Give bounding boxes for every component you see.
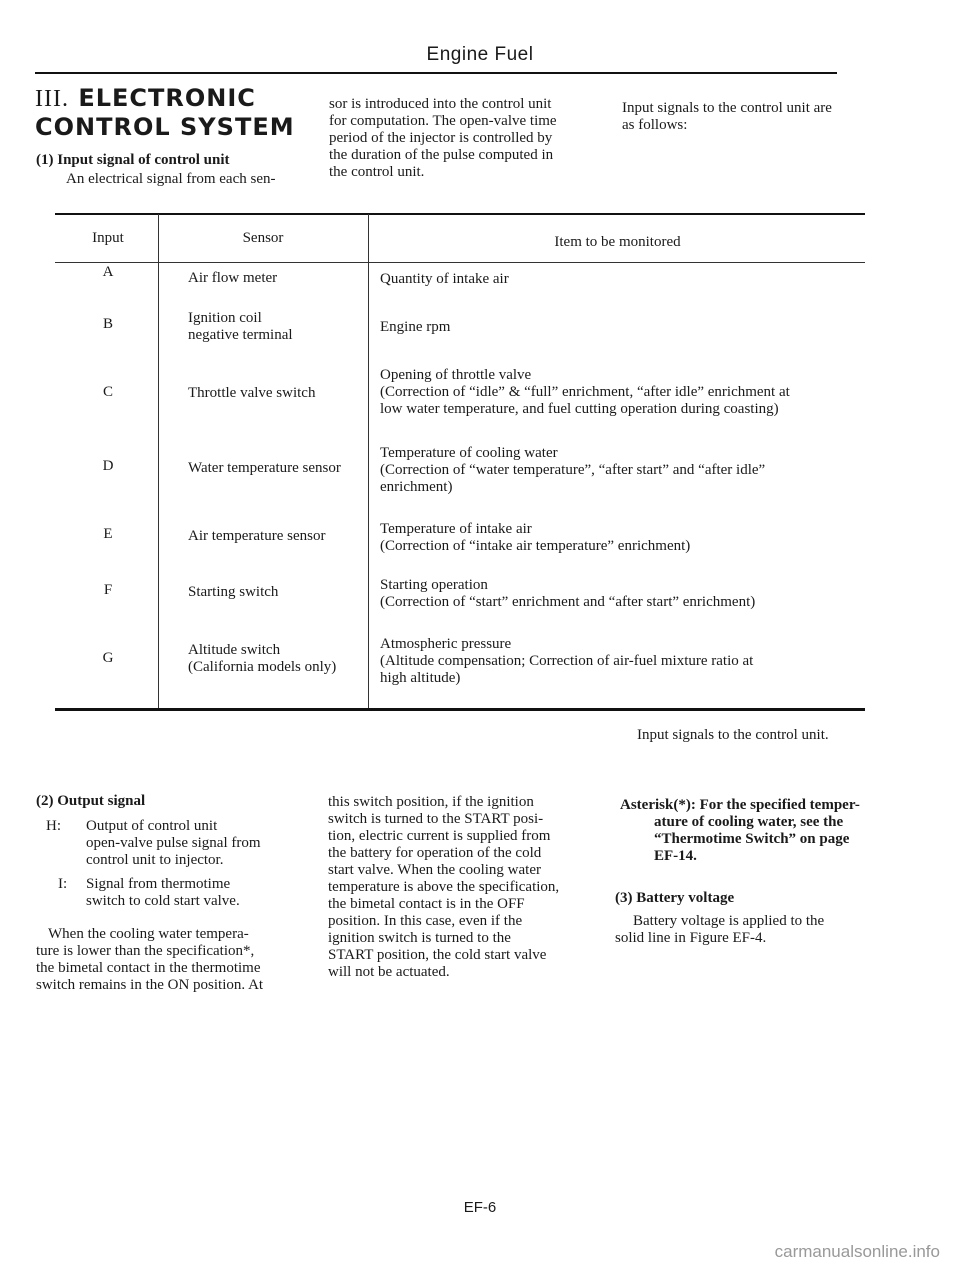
output-item-i [46,876,306,910]
table-cell-item [380,319,860,336]
text-line: Ignition coil [188,310,262,326]
text-line: negative terminal [188,327,293,343]
text-line: low water temperature, and fuel cutting operation during coasting) [380,401,779,417]
table-column-divider [368,214,369,708]
output-paragraph [36,926,306,994]
page-number: EF-6 [463,1199,497,1216]
col2-intro-text [329,96,599,181]
table-header-sensor: Sensor [242,230,284,246]
text-line: (Correction of “intake air temperature” enrichment) [380,538,691,554]
table-cell-item [380,367,860,418]
text-line: Engine rpm [380,319,451,335]
text-line: (Correction of “start” enrichment and “after start” enrichment) [380,594,756,610]
table-cell-input: A [102,264,114,280]
text-line: for computation. The open-valve time [329,113,557,129]
watermark-logo: carmanualsonline.info [774,1242,940,1261]
text-line: the control unit. [329,164,425,180]
text-line: this switch position, if the ignition [328,794,534,810]
table-cell-input: G [102,650,114,666]
subsection-heading: (1) Input signal of control unit [36,152,230,168]
table-cell-input: F [103,582,113,598]
text-line: high altitude) [380,670,461,686]
asterisk-note [620,797,880,865]
text-line: Air temperature sensor [188,528,326,544]
table-cell-sensor [188,385,366,402]
text-line: Asterisk(*): For the specified temper- [620,797,860,813]
item-label: I: [58,876,68,892]
text-line: START position, the cold start valve [328,947,547,963]
text-line: Quantity of intake air [380,271,509,287]
table-column-divider [158,214,159,708]
battery-paragraph [615,913,885,947]
text-line: start valve. When the cooling water [328,862,541,878]
table-cell-item [380,445,860,496]
table-bottom-rule [55,708,865,711]
col1-tail-text: An electrical signal from each sen- [66,171,276,187]
section-numeral: III. [35,86,69,112]
text-line: switch to cold start valve. [86,893,240,909]
text-line: open-valve pulse signal from [86,835,261,851]
output-signal-heading: (2) Output signal [36,793,146,809]
text-line: Water temperature sensor [188,460,341,476]
table-cell-item [380,636,860,687]
text-line: ture is lower than the specification*, [36,943,255,959]
text-line: Altitude switch [188,642,281,658]
text-line: switch remains in the ON position. At [36,977,264,993]
item-label: H: [46,818,61,834]
text-line: Starting operation [380,577,488,593]
table-caption: Input signals to the control unit. [637,727,829,743]
text-line: Input signals to the control unit are [622,100,832,116]
text-line: period of the injector is controlled by [329,130,553,146]
col3-intro-text [622,100,892,134]
table-cell-input: D [102,458,114,474]
table-cell-input: B [102,316,113,332]
text-line: (Correction of “water temperature”, “after start” and “after idle” [380,462,766,478]
text-line: When the cooling water tempera- [48,926,249,942]
table-cell-sensor [188,528,366,545]
text-line: the battery for operation of the cold [328,845,542,861]
table-cell-item [380,271,860,288]
table-cell-input: E [103,526,113,542]
table-cell-sensor [188,642,366,676]
text-line: position. In this case, even if the [328,913,523,929]
text-line: ignition switch is turned to the [328,930,511,946]
table-cell-sensor [188,310,366,344]
text-line: sor is introduced into the control unit [329,96,552,112]
table-cell-item [380,521,860,555]
table-cell-sensor [188,460,366,477]
text-line: the duration of the pulse computed in [329,147,554,163]
text-line: “Thermotime Switch” on page [654,831,850,847]
text-line: Throttle valve switch [188,385,316,401]
text-line: the bimetal contact is in the OFF [328,896,525,912]
page-header: Engine Fuel [426,44,534,65]
col2-bottom-paragraph [328,794,588,981]
text-line: Signal from thermotime [86,876,231,892]
text-line: solid line in Figure EF-4. [615,930,767,946]
table-header-rule [55,262,865,263]
table-cell-sensor [188,584,366,601]
section-title-line1: ELECTRONIC [78,84,256,112]
text-line: enrichment) [380,479,453,495]
text-line: Output of control unit [86,818,218,834]
text-line: ature of cooling water, see the [654,814,844,830]
header-rule [35,72,837,74]
text-line: (Altitude compensation; Correction of air-fuel mixture ratio at [380,653,754,669]
text-line: Temperature of intake air [380,521,532,537]
table-header-item: Item to be monitored [554,234,681,250]
table-top-rule [55,213,865,215]
text-line: (California models only) [188,659,337,675]
battery-heading: (3) Battery voltage [615,890,735,906]
table-cell-sensor [188,270,366,287]
text-line: Starting switch [188,584,279,600]
text-line: control unit to injector. [86,852,224,868]
section-title-line2: CONTROL SYSTEM [35,113,295,141]
text-line: Battery voltage is applied to the [633,913,825,929]
text-line: Opening of throttle valve [380,367,532,383]
text-line: Temperature of cooling water [380,445,558,461]
table-cell-item [380,577,860,611]
text-line: Air flow meter [188,270,278,286]
text-line: temperature is above the specification, [328,879,560,895]
text-line: (Correction of “idle” & “full” enrichment, “after idle” enrichment at [380,384,790,400]
text-line: as follows: [622,117,688,133]
text-line: the bimetal contact in the thermotime [36,960,261,976]
text-line: tion, electric current is supplied from [328,828,551,844]
output-item-h [46,818,306,869]
text-line: switch is turned to the START posi- [328,811,544,827]
section-title [35,84,295,141]
text-line: will not be actuated. [328,964,450,980]
table-cell-input: C [102,384,113,400]
text-line: EF-14. [654,848,697,864]
table-header-input: Input [92,230,124,246]
text-line: Atmospheric pressure [380,636,512,652]
